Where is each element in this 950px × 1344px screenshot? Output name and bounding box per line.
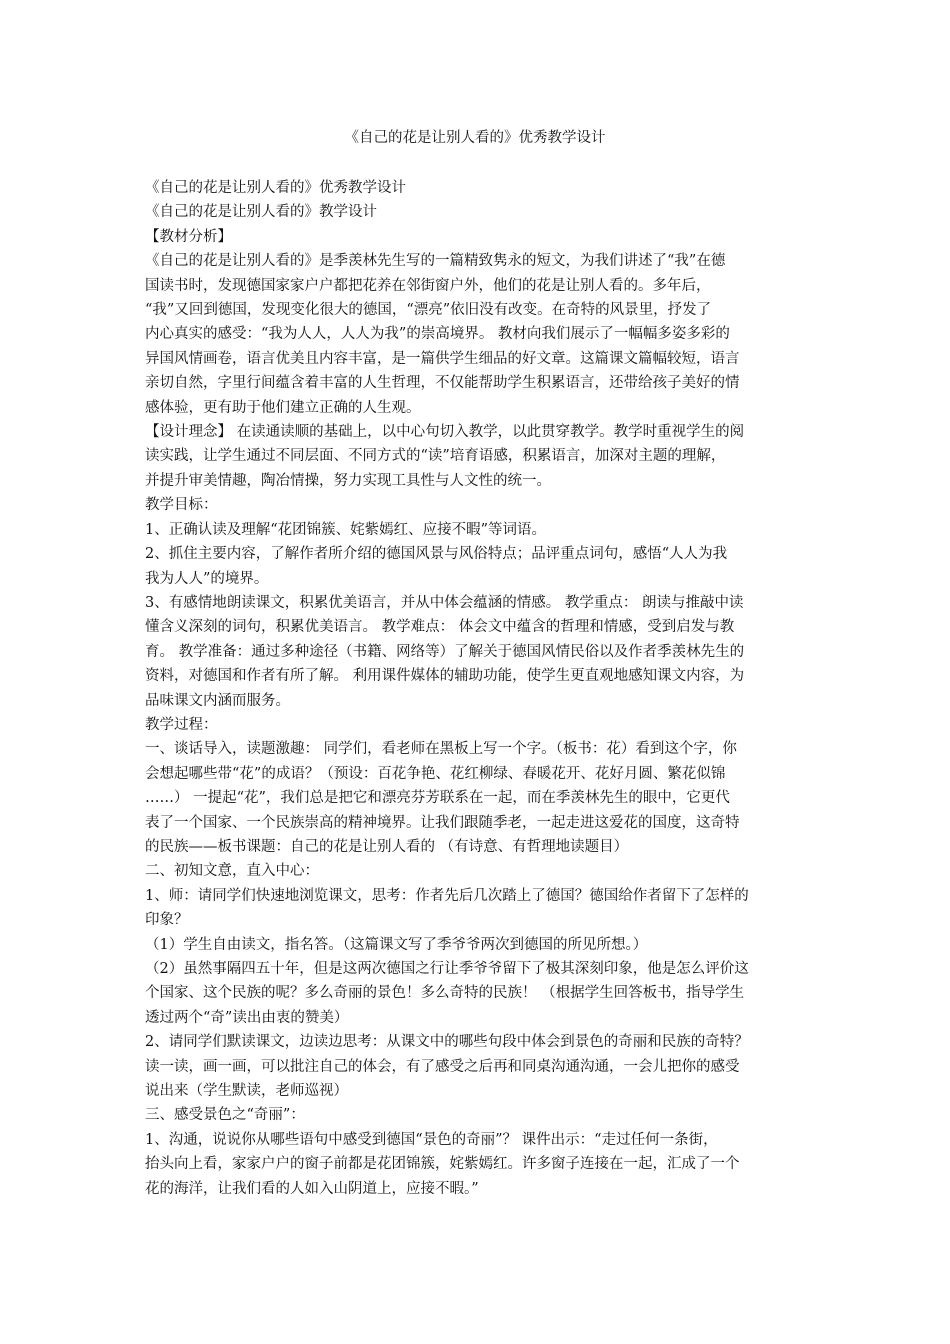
body-line: 内心真实的感受：“我为人人，人人为我”的崇高境界。 教材向我们展示了一幅幅多姿多彩的 (145, 326, 730, 343)
section-heading: 教学过程： (145, 716, 218, 733)
body-line: 《自己的花是让别人看的》优秀教学设计 (145, 180, 406, 196)
body-line: 感体验，更有助于他们建立正确的人生观。 (145, 399, 421, 416)
body-line: 抬头向上看，家家户户的窗子前都是花团锦簇，姹紫嫣红。许多窗子连接在一起，汇成了一个 (145, 1156, 740, 1173)
body-line: 印象？ (145, 912, 189, 929)
body-line: 个国家、这个民族的呢？多么奇丽的景色！多么奇特的民族！ （根据学生回答板书，指导学生 (145, 985, 745, 1002)
body-line: 2、请同学们默读课文，边读边思考：从课文中的哪些句段中体会到景色的奇丽和民族的奇特？ (145, 1034, 749, 1051)
body-line: 读实践，让学生通过不同层面、不同方式的“读”培育语感，积累语言，加深对主题的理解， (145, 448, 726, 465)
section-heading: 【教材分析】 (145, 228, 232, 245)
body-line: 懂含义深刻的词句，积累优美语言。 教学难点： 体会文中蕴含的哲理和情感，受到启发与教 (145, 619, 735, 636)
section-heading: 教学目标： (145, 497, 218, 514)
document-title: 《自己的花是让别人看的》优秀教学设计 (344, 130, 606, 146)
body-line: 资料，对德国和作者有所了解。 利用课件媒体的辅助功能，使学生更直观地感知课文内容，为 (145, 668, 745, 685)
body-line: 亲切自然，字里行间蕴含着丰富的人生哲理，不仅能帮助学生积累语言，还带给孩子美好的情 (145, 375, 740, 392)
body-line: 会想起哪些带“花”的成语？（预设：百花争艳、花红柳绿、春暖花开、花好月圆、繁花似锦 (145, 765, 726, 782)
body-line: 育。 教学准备：通过多种途径（书籍、网络等）了解关于德国风情民俗以及作者季羡林先生的 (145, 643, 745, 660)
body-line: 2、抓住主要内容，了解作者所介绍的德国风景与风俗特点；品评重点词句，感悟“人人为我 (145, 546, 728, 563)
body-line: 3、有感情地朗读课文，积累优美语言，并从中体会蕴涵的情感。 教学重点： 朗读与推敲中读 (145, 594, 744, 611)
body-line: （1）学生自由读文，指名答。（这篇课文写了季爷爷两次到德国的所见所想。） (145, 936, 648, 953)
body-line: 异国风情画卷，语言优美且内容丰富，是一篇供学生细品的好文章。这篇课文篇幅较短，语言 (145, 350, 740, 367)
body-line: 《自己的花是让别人看的》是季羡林先生写的一篇精致隽永的短文，为我们讲述了“我”在德 (145, 253, 726, 270)
body-line: 《自己的花是让别人看的》教学设计 (145, 204, 377, 221)
body-line: 读一读，画一画，可以批注自己的体会，有了感受之后再和同桌沟通沟通，一会儿把你的感受 (145, 1058, 740, 1075)
body-line: 品味课文内涵而服务。 (145, 692, 290, 709)
section-heading: 二、初知文意，直入中心： (145, 863, 319, 880)
body-line: “我”又回到德国，发现变化很大的德国，“漂亮”依旧没有改变。在奇特的风景里，抒发了 (145, 302, 712, 319)
body-line: 表了一个国家、一个民族崇高的精神境界。让我们跟随季老，一起走进这爱花的国度，这奇特 (145, 814, 740, 831)
section-heading: 三、感受景色之“奇丽”： (145, 1107, 305, 1124)
document-body (145, 176, 811, 1201)
body-line: 花的海洋，让我们看的人如入山阴道上，应接不暇。” (145, 1180, 479, 1197)
body-line: 透过两个“奇”读出由衷的赞美） (145, 1009, 349, 1026)
body-line: （2）虽然事隔四五十年，但是这两次德国之行让季爷爷留下了极其深刻印象，他是怎么评价这 (145, 961, 749, 977)
body-line: 的民族——板书课题：自己的花是让别人看的 （有诗意、有哲理地读题目） (145, 838, 629, 855)
body-line: 一、谈话导入，读题激趣： 同学们，看老师在黑板上写一个字。（板书：花）看到这个字，你 (145, 741, 737, 758)
body-line: 国读书时，发现德国家家户户都把花养在邻街窗户外，他们的花是让别人看的。多年后， (145, 277, 711, 294)
body-line: ……） 一提起“花”，我们总是把它和漂亮芬芳联系在一起，而在季羡林先生的眼中，它更代 (145, 790, 730, 807)
body-line: 【设计理念】 在读通读顺的基础上，以中心句切入教学，以此贯穿教学。教学时重视学生的阅 (145, 424, 745, 441)
body-line: 1、师：请同学们快速地浏览课文，思考：作者先后几次踏上了德国？德国给作者留下了怎样的 (145, 887, 749, 904)
body-line: 1、沟通，说说你从哪些语句中感受到德国“景色的奇丽”？ 课件出示：“走过任何一条街， (145, 1131, 718, 1148)
body-line: 1、正确认读及理解“花团锦簇、姹紫嫣红、应接不暇”等词语。 (145, 521, 547, 538)
body-line: 说出来（学生默读，老师巡视） (145, 1083, 348, 1100)
body-line: 我为人人”的境界。 (145, 570, 269, 587)
body-line: 并提升审美情趣，陶冶情操，努力实现工具性与人文性的统一。 (145, 472, 551, 489)
